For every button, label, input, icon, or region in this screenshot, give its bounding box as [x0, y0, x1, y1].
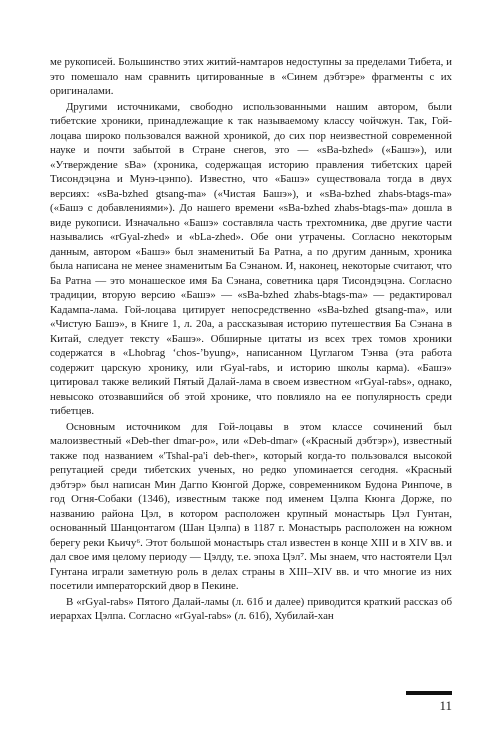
- footer-rule: [406, 691, 452, 695]
- page-number: 11: [439, 698, 452, 713]
- page-body: [50, 55, 452, 624]
- paragraph-3: Основным источником для Гой-лоцавы в этом классе сочинений был малоизвестный «Deb-ther dmar-po», или «Deb-dmar» («Красный дэбтэр»), известный также под названием «'Tshal-pa'i deb-ther», который когда-то пользовался высокой репутацией среди тибетских ученых, но редко упоминается сегодня. «Красный дэбтэр» был написан Мин Дагпо Кюнгой Дорже, современником Будона Ринпоче, в год Огня-Собаки (1346), известным также под именем Цэлпа Кюнга Дорже, по названию района Цэл, в котором расположен крупный монастырь Цэл Гунтан, основанный Шанцонтагом (Шан Цэлпа) в 1187 г. Монастырь расположен на южном берегу реки Кьичу⁶. Этот большой монастырь стал известен в конце XIII и в XIV вв. и дал свое имя целому периоду — Цэлду, т.е. эпоха Цэл⁷. Мы знаем, что настоятели Цэл Гунтана играли заметную роль в делах страны в XIII–XIV вв. и что многие из них посетили императорский двор в Пекине.: [50, 420, 452, 592]
- paragraph-4: В «rGyal-rabs» Пятого Далай-ламы (л. 61б и далее) приводится краткий рассказ об иерархах Цэлпа. Согласно «rGyal-rabs» (л. 61б), Хубилай-хан: [50, 595, 452, 622]
- paragraph-2: Другими источниками, свободно использованными нашим автором, были тибетские хроники, принадлежащие к так называемому классу чойчжун. Так, Гой-лоцава широко пользовался важной хроникой, до сих пор неизвестной современной науке и почти забытой в Стране снегов, это — «sBa-bzhed» («Башэ»), или «Утверждение sBa» (хроника, содержащая историю правления тибетских царей Тисондэцэна и Мунэ-цэнпо). Известно, что «Башэ» существовала тогда в двух версиях: «sBa-bzhed gtsang-ma» («Чистая Башэ»), и «sBa-bzhed zhabs-btags-ma» («Башэ с добавлениями»). До нашего времени «sBa-bzhed zhabs-btags-ma» дошла в виде рукописи. Изначально «Башэ» составляла часть трехтомника, две другие части назывались «rGyal-zhed» и «bLa-zhed». Обе они утрачены. Согласно некоторым данным, автором «Башэ» был знаменитый Ба Ратна, а по другим данным, хроника была написана не менее знаменитым Ба Сэнаном. И, наконец, некоторые считают, что Ба Ратна — это монашеское имя Ба Сэнана, советника царя Тисондэцэна. Согласно традиции, вторую версию «Башэ» — «sBa-bzhed zhabs-btags-ma» — редактировал Кадампа-лама. Гой-лоцава цитирует непосредственно «sBa-bzhed gtsang-ma», или «Чистую Башэ», в Книге 1, л. 20а, а рассказывая историю путешествия Ба Сэнана в Китай, следует тексту «Башэ». Обширные цитаты из всех трех томов хроники содержатся в «Lhobrag ‘chos-’byung», написанном Цуглагом Тэнва (эта работа содержит царскую хронику, или rGyal-rabs, и историю школы карма). «Башэ» цитировал также великий Пятый Далай-лама в своем известном «rGyal-rabs», однако, невысоко отозвавшийся об этой хронике, что повлияло на ее популярность среди тибетцев.: [50, 100, 452, 417]
- paragraph-1: ме рукописей. Большинство этих житий-намтаров недоступны за пределами Тибета, и это помешало нам сравнить цитированные в «Синем дэбтэре» фрагменты с их оригиналами.: [50, 56, 452, 97]
